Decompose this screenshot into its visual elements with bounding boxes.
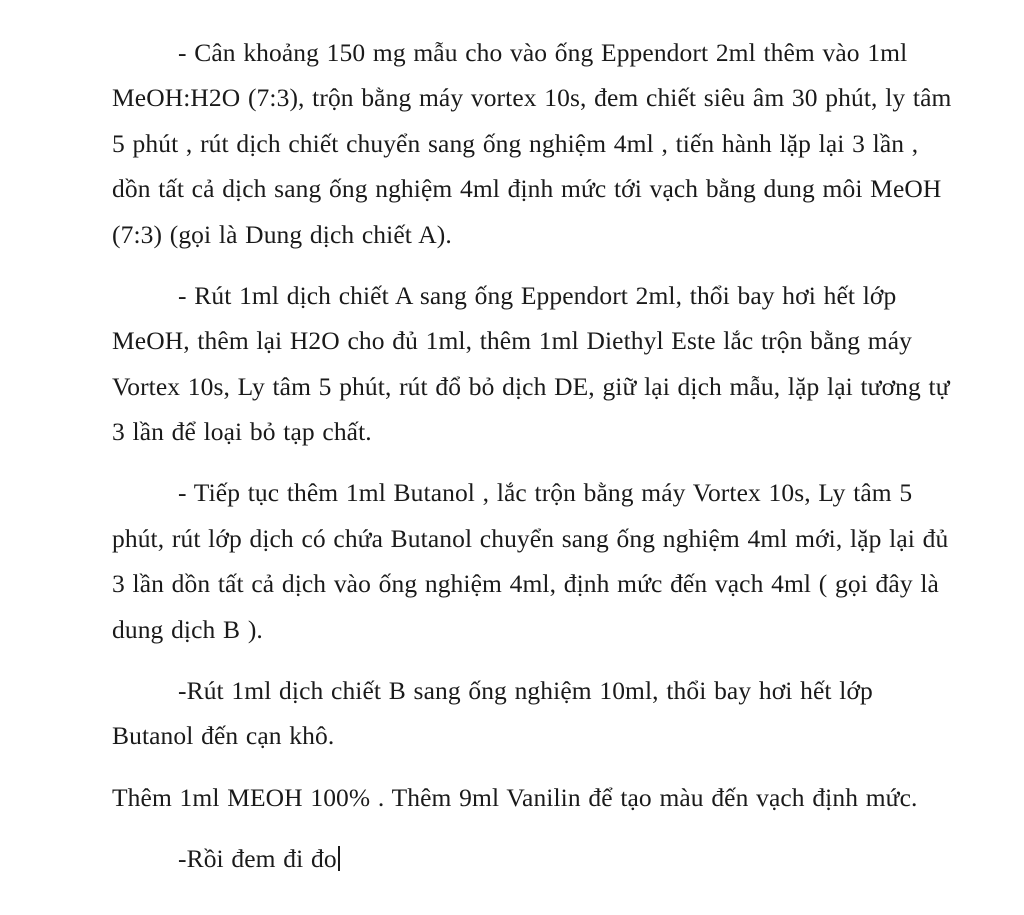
- paragraph-vanillin-coloring: Thêm 1ml MEOH 100% . Thêm 9ml Vanilin để tạo màu đến vạch định mức.: [112, 782, 918, 812]
- document-body[interactable]: [112, 30, 962, 881]
- paragraph-measure-text: -Rồi đem đi đo: [178, 844, 337, 873]
- text-cursor: [338, 846, 340, 871]
- paragraph-sample-weighing: - Cân khoảng 150 mg mẫu cho vào ống Eppendort 2ml thêm vào 1ml MeOH:H2O (7:3), trộn bằng máy vortex 10s, đem chiết siêu âm 30 phút, ly tâm 5 phút , rút dịch chiết chuyển sang ống nghiệm 4ml , tiến hành lặp lại 3 lần , dồn tất cả dịch sang ống nghiệm 4ml định mức tới vạch bằng dung môi MeOH (7:3) (gọi là Dung dịch chiết A).: [112, 38, 952, 249]
- paragraph-diethyl-ether-wash: - Rút 1ml dịch chiết A sang ống Eppendort 2ml, thổi bay hơi hết lớp MeOH, thêm lại H2O cho đủ 1ml, thêm 1ml Diethyl Este lắc trộn bằng máy Vortex 10s, Ly tâm 5 phút, rút đổ bỏ dịch DE, giữ lại dịch mẫu, lặp lại tương tự 3 lần để loại bỏ tạp chất.: [112, 280, 950, 446]
- paragraph-measure: [112, 836, 962, 881]
- paragraph-evaporate-butanol: -Rút 1ml dịch chiết B sang ống nghiệm 10ml, thổi bay hơi hết lớp Butanol đến cạn khô.: [112, 675, 873, 751]
- paragraph-butanol-extraction: - Tiếp tục thêm 1ml Butanol , lắc trộn bằng máy Vortex 10s, Ly tâm 5 phút, rút lớp dịch có chứa Butanol chuyển sang ống nghiệm 4ml mới, lặp lại đủ 3 lần dồn tất cả dịch vào ống nghiệm 4ml, định mức đến vạch 4ml ( gọi đây là dung dịch B ).: [112, 478, 949, 644]
